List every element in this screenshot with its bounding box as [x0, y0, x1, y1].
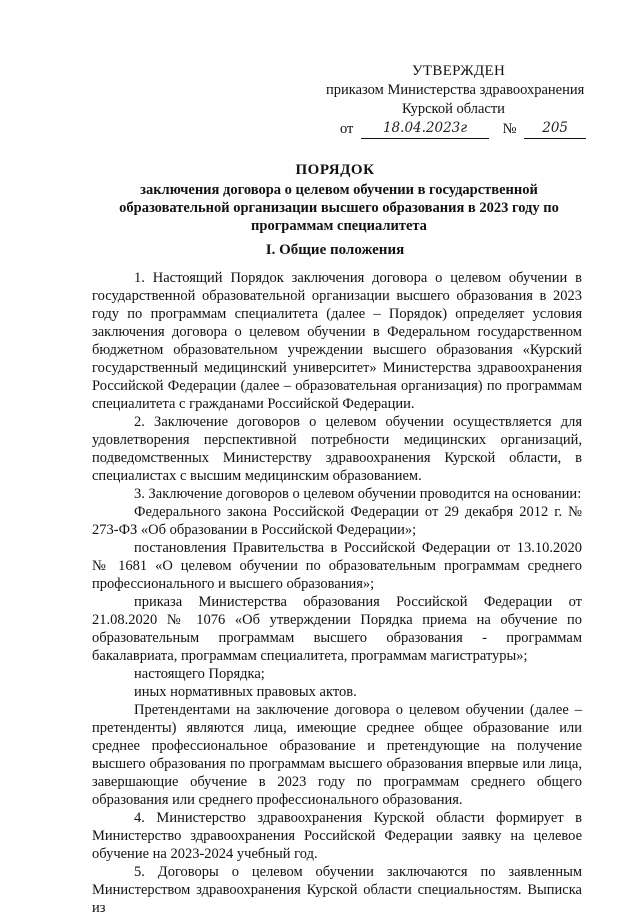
handwritten-number: 205	[542, 120, 569, 136]
document-title: ПОРЯДОК	[295, 162, 375, 178]
paragraph-applicants: Претендентами на заключение договора о целевом обучении (далее – претенденты) являются лица, имеющие среднее общее образование или среднее профессиональное образование и претендующие на получение высшего образования по программам высшего образования впервые или лица, завершающие обучение в 2023 году по программам среднего общего образования или среднего профессионального образования.	[92, 702, 582, 808]
document-subtitle: заключения договора о целевом обучении в государственной образовательной организации высшего образования в 2023 году по программам специалитета	[119, 182, 559, 234]
approval-title: УТВЕРЖДЕН	[412, 63, 506, 79]
number-prefix: №	[502, 121, 517, 137]
paragraph-4: 4. Министерство здравоохранения Курской области формирует в Министерство здравоохранения Российской Федерации заявку на целевое обучение на 2023-2024 учебный год.	[92, 810, 582, 862]
basis-other-acts: иных нормативных правовых актов.	[134, 684, 357, 700]
approval-line-order: приказом Министерства здравоохранения	[326, 82, 585, 98]
handwritten-date: 18.04.2023г	[382, 120, 468, 136]
paragraph-5: 5. Договоры о целевом обучении заключаются по заявленным Министерством здравоохранения Курской области специальностям. Выписка из	[92, 864, 582, 916]
basis-government-decree: постановления Правительства в Российской Федерации от 13.10.2020 № 1681 «О целевом обучении по образовательным программам среднего профессионального и высшего образования»;	[92, 540, 582, 592]
paragraph-2: 2. Заключение договоров о целевом обучении осуществляется для удовлетворения перспективной потребности медицинских организаций, подведомственных Министерству здравоохранения Курской области, в специалистах с высшим медицинским образованием.	[92, 414, 582, 484]
paragraph-1: 1. Настоящий Порядок заключения договора о целевом обучении в государственной образовательной организации высшего образования в 2023 году по программам специалитета (далее – Порядок) определяет условия заключения договора о целевом обучении в Федеральном государственном бюджетном образовательном учреждении высшего образования «Курский государственный медицинский университет» Министерства здравоохранения Российской Федерации (далее – образовательная организация) по программам специалитета с гражданами Российской Федерации.	[92, 270, 582, 412]
approval-line-region: Курской области	[402, 101, 505, 117]
approval-date-field	[361, 119, 489, 139]
approval-stamp	[326, 62, 586, 139]
date-prefix: от	[340, 121, 354, 137]
approval-number-field	[524, 119, 586, 139]
basis-this-procedure: настоящего Порядка;	[134, 666, 265, 682]
paragraph-3: 3. Заключение договоров о целевом обучении проводится на основании:	[134, 486, 582, 502]
approval-date-line	[340, 119, 586, 139]
basis-federal-law: Федерального закона Российской Федерации от 29 декабря 2012 г. № 273-ФЗ «Об образовании в Российской Федерации»;	[92, 504, 582, 538]
basis-ministry-order: приказа Министерства образования Российской Федерации от 21.08.2020 № 1076 «Об утверждении Порядка приема на обучение по образовательным программам высшего образования - программам бакалавриата, программам специалитета, программам магистратуры»;	[92, 594, 582, 664]
section-title: I. Общие положения	[265, 242, 405, 258]
document-body	[92, 269, 582, 917]
